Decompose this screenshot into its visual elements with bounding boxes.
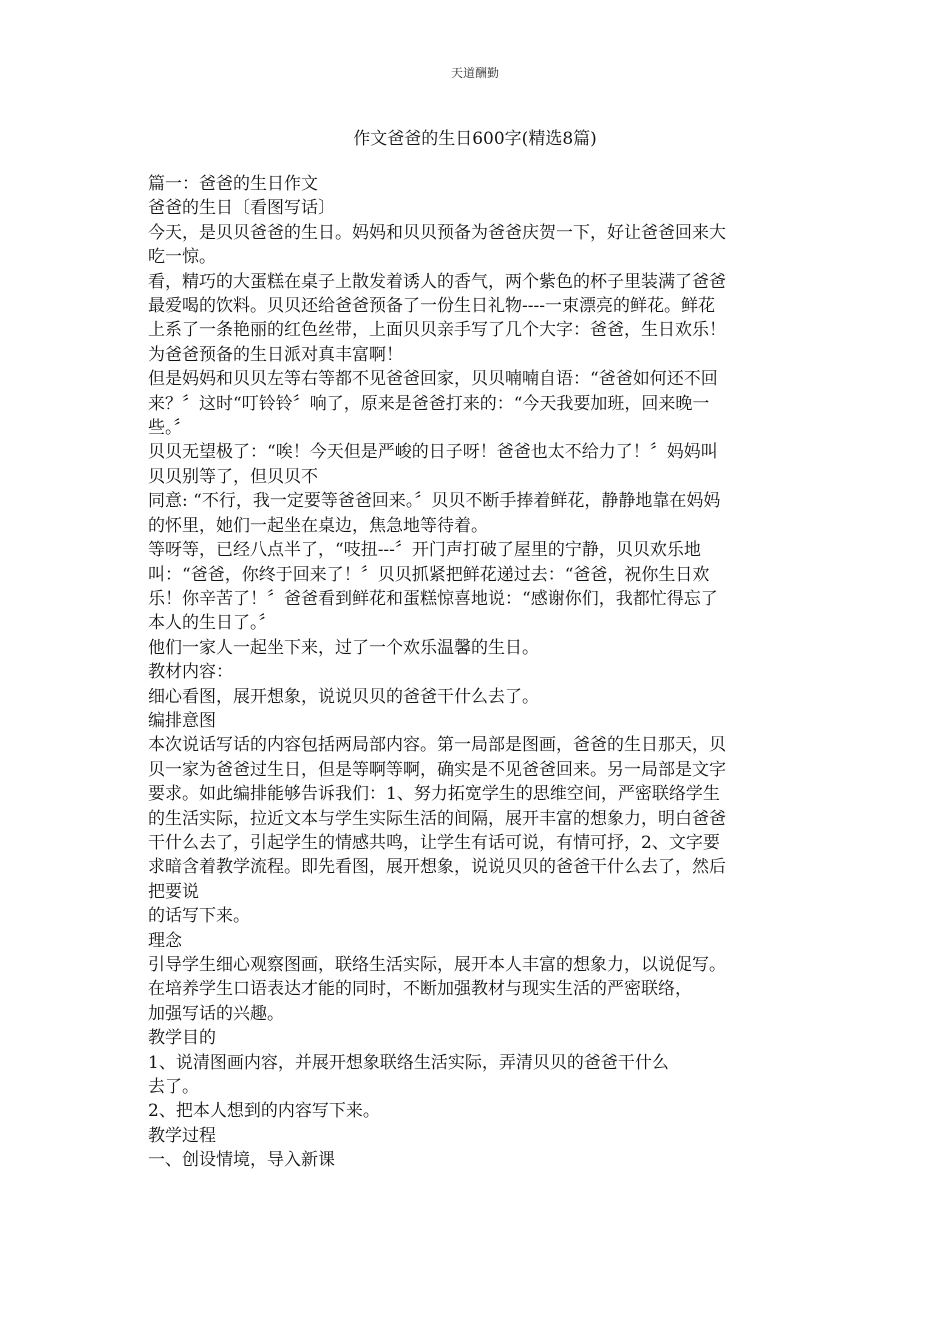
text-line: 看，精巧的大蛋糕在桌子上散发着诱人的香气，两个紫色的杯子里装满了爸爸 [148, 271, 726, 292]
text-line: 今天，是贝贝爸爸的生日。妈妈和贝贝预备为爸爸庆贺一下，好让爸爸回来大 [148, 222, 726, 243]
text-line: 的生活实际，拉近文本与学生实际生活的间隔，展开丰富的想象力，明白爸爸 [148, 808, 726, 829]
text-line: 本人的生日了。〞 [148, 613, 276, 634]
text-line: 来？〞这时“叮铃铃〞响了，原来是爸爸打来的：“今天我要加班，回来晚一 [148, 393, 710, 414]
text-line: 篇一：爸爸的生日作文 [148, 174, 318, 194]
text-line: 叫：“爸爸，你终于回来了！〞贝贝抓紧把鲜花递过去：“爸爸，祝你生日欢 [148, 564, 710, 585]
text-line: 贝贝无望极了：“唉！今天但是严峻的日子呀！爸爸也太不给力了！〞妈妈叫 [148, 442, 718, 463]
text-line: 干什么去了，引起学生的情感共鸣，让学生有话可说，有情可抒，2、文字要 [148, 832, 720, 853]
text-line: 的话写下来。 [148, 906, 250, 927]
text-line: 理念 [148, 930, 182, 951]
text-line: 教材内容： [148, 662, 233, 683]
text-line: 教学目的 [148, 1028, 216, 1049]
text-line: 但是妈妈和贝贝左等右等都不见爸爸回家，贝贝喃喃自语：“爸爸如何还不回 [148, 369, 718, 390]
text-line: 求暗含着教学流程。即先看图，展开想象，说说贝贝的爸爸干什么去了，然后 [148, 857, 726, 878]
text-line: 一、创设情境，导入新课 [148, 1150, 335, 1171]
text-line: 去了。 [148, 1077, 199, 1098]
text-line: 引导学生细心观察图画，联络生活实际，展开本人丰富的想象力，以说促写。 [148, 955, 726, 975]
text-line: 教学过程 [148, 1125, 216, 1146]
text-line: 吃一惊。 [148, 247, 216, 268]
text-line: 些。〞 [148, 418, 191, 439]
text-line: 在培养学生口语表达才能的同时，不断加强教材与现实生活的严密联络， [148, 979, 692, 1000]
document-title: 作文爸爸的生日600字(精选8篇) [353, 129, 597, 149]
text-line: 贝一家为爸爸过生日，但是等啊等啊，确实是不见爸爸回来。另一局部是文字 [148, 759, 726, 780]
text-line: 的怀里，她们一起坐在桌边，焦急地等待着。 [148, 515, 488, 536]
text-line: 把要说 [148, 881, 199, 902]
text-line: 为爸爸预备的生日派对真丰富啊！ [148, 344, 403, 365]
text-line: 上系了一条艳丽的红色丝带，上面贝贝亲手写了几个大字：爸爸，生日欢乐！ [148, 320, 726, 341]
document-body [148, 172, 808, 1173]
text-line: 2、把本人想到的内容写下来。 [148, 1101, 380, 1122]
text-line: 贝贝别等了，但贝贝不 [148, 466, 318, 487]
text-line: 编排意图 [148, 710, 216, 731]
text-line: 同意: “不行，我一定要等爸爸回来。〞贝贝不断手捧着鲜花，静静地靠在妈妈 [148, 491, 721, 512]
text-line: 爸爸的生日〔看图写话〕 [148, 198, 335, 219]
text-line: 最爱喝的饮料。贝贝还给爸爸预备了一份生日礼物----一束漂亮的鲜花。鲜花 [148, 296, 715, 317]
text-line: 本次说话写话的内容包括两局部内容。第一局部是图画，爸爸的生日那天，贝 [148, 735, 726, 756]
text-line: 加强写话的兴趣。 [148, 1003, 284, 1024]
text-line: 1、说清图画内容，并展开想象联络生活实际，弄清贝贝的爸爸干什么 [148, 1052, 669, 1073]
text-line: 要求。如此编排能够告诉我们：1、努力拓宽学生的思维空间，严密联络学生 [148, 784, 720, 805]
text-line: 等呀等，已经八点半了，“吱扭---〞开门声打破了屋里的宁静，贝贝欢乐地 [148, 540, 701, 561]
text-line: 他们一家人一起坐下来，过了一个欢乐温馨的生日。 [148, 637, 539, 658]
page-header: 天道酬勤 [450, 66, 499, 80]
text-line: 乐！你辛苦了！〞爸爸看到鲜花和蛋糕惊喜地说：“感谢你们，我都忙得忘了 [148, 588, 718, 609]
text-line: 细心看图，展开想象，说说贝贝的爸爸干什么去了。 [148, 686, 539, 707]
